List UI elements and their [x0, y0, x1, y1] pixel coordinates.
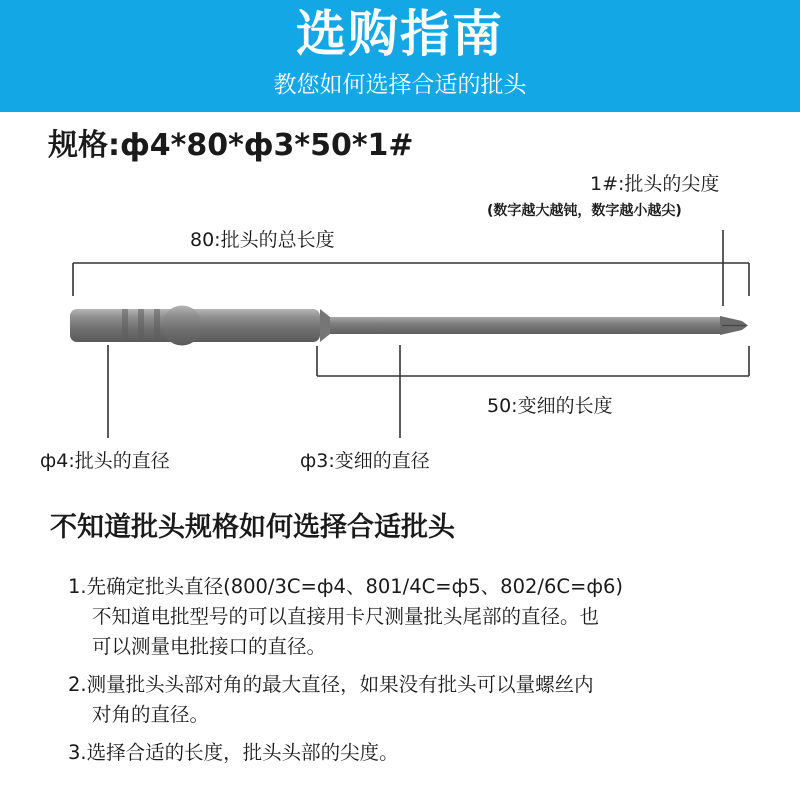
- guide-title: 不知道批头规格如何选择合适批头: [50, 512, 455, 543]
- step-text: 不知道电批型号的可以直接用卡尺测量批头尾部的直径。也: [92, 605, 600, 628]
- step-number: 3.: [68, 741, 87, 764]
- thin-diameter-label: ф3:变细的直径: [300, 450, 430, 472]
- step-number: 2.: [68, 673, 87, 696]
- page-subtitle: 教您如何选择合适的批头: [273, 72, 527, 98]
- thin-length-bracket: [317, 346, 749, 376]
- step-text: 先确定批头直径(800/3C=ф4、801/4C=ф5、802/6C=ф6): [86, 575, 624, 598]
- step-2: [68, 670, 768, 730]
- spec-heading: 规格:ф4*80*ф3*50*1#: [48, 128, 414, 163]
- total-length-bracket: [73, 263, 749, 296]
- step-text: 可以测量电批接口的直径。: [92, 635, 327, 658]
- head-diameter-label: ф4:批头的直径: [40, 450, 170, 472]
- step-text: 对角的直径。: [92, 703, 210, 726]
- tip-label: 1#:批头的尖度: [590, 173, 720, 195]
- step-3: [68, 738, 768, 768]
- page-title: 选购指南: [296, 5, 504, 63]
- tip-note: (数字越大越钝，数字越小越尖): [487, 203, 682, 219]
- step-text: 测量批头头部对角的最大直径，如果没有批头可以量螺丝内: [86, 673, 594, 696]
- guide-steps: [68, 572, 768, 776]
- total-length-label: 80:批头的总长度: [190, 229, 335, 251]
- thin-length-label: 50:变细的长度: [487, 395, 613, 417]
- step-1: [68, 572, 768, 662]
- step-number: 1.: [68, 575, 87, 598]
- bit-body: [70, 306, 748, 346]
- step-text: 选择合适的长度，批头头部的尖度。: [86, 741, 399, 764]
